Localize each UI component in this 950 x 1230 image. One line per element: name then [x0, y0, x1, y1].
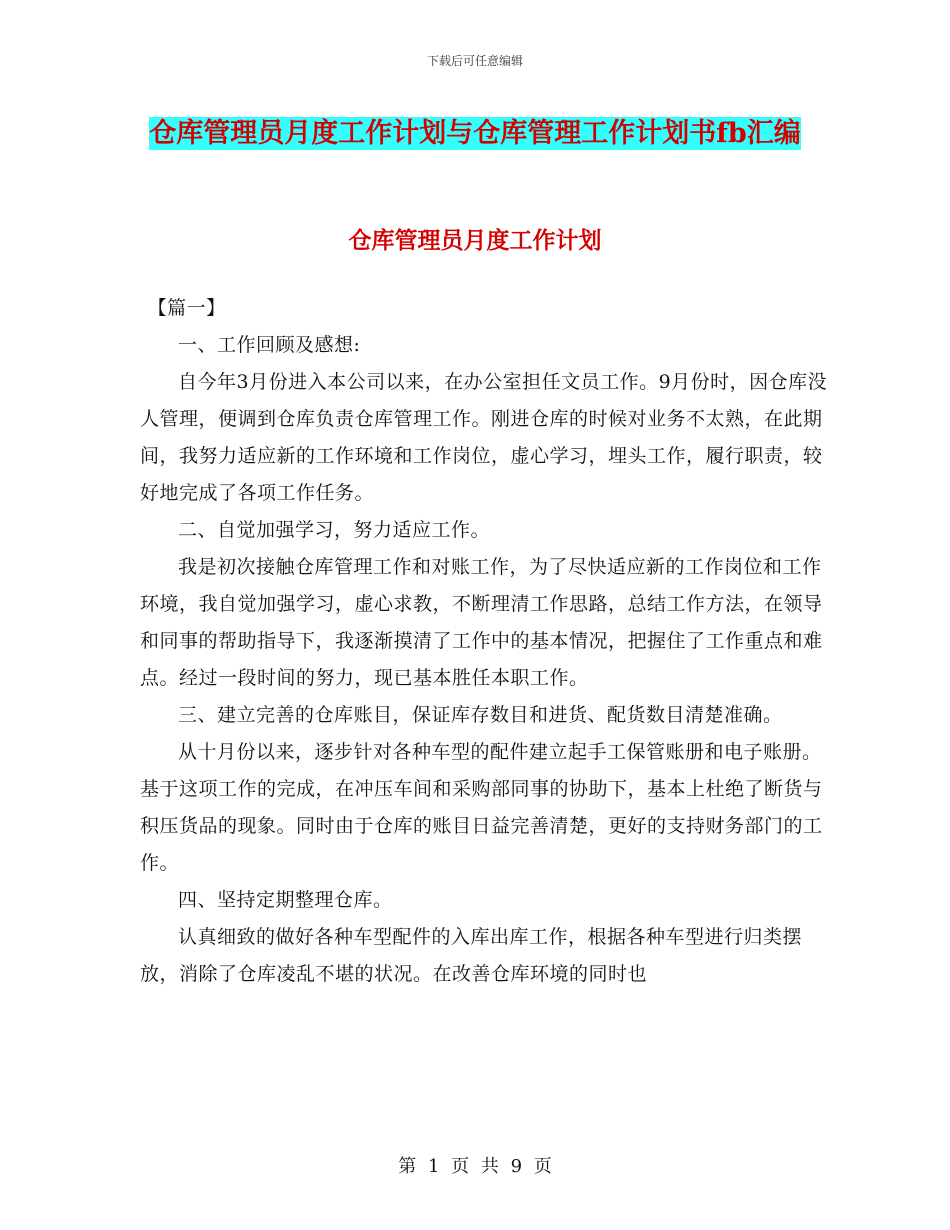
paragraph: 认真细致的做好各种车型配件的入库出库工作，根据各种车型进行归类摆放，消除了仓库凌乱不堪的状况。在改善仓库环境的同时也	[140, 926, 803, 985]
heading-warehouse-tidy: 四、坚持定期整理仓库。	[178, 889, 393, 911]
paragraph: 我是初次接触仓库管理工作和对账工作，为了尽快适应新的工作岗位和工作环境，我自觉加强学习，虚心求教，不断理清工作思路，总结工作方法，在领导和同事的帮助指导下，我逐渐摸清了工作中的基本情况，把握住了工作重点和难点。经过一段时间的努力，现已基本胜任本职工作。	[140, 556, 823, 689]
heading-accounts: 三、建立完善的仓库账目，保证库存数目和进货、配货数目清楚准确。	[178, 704, 783, 726]
document-title-text: 仓库管理员月度工作计划与仓库管理工作计划书fb汇编	[149, 118, 801, 149]
page-footer: 第 1 页 共 9 页	[398, 1156, 552, 1177]
document-title	[140, 110, 810, 158]
header-note: 下载后可任意编辑	[426, 54, 523, 68]
paragraph: 自今年3月份进入本公司以来，在办公室担任文员工作。9月份时，因仓库没人管理，便调到仓库负责仓库管理工作。刚进仓库的时候对业务不太熟，在此期间，我努力适应新的工作环境和工作岗位，虚心学习，埋头工作，履行职责，较好地完成了各项工作任务。	[140, 371, 828, 504]
document-body	[140, 290, 830, 993]
heading-work-review: 一、工作回顾及感想:	[178, 334, 361, 356]
paragraph: 从十月份以来，逐步针对各种车型的配件建立起手工保管账册和电子账册。基于这项工作的完成，在冲压车间和采购部同事的协助下，基本上杜绝了断货与积压货品的现象。同时由于仓库的账目日益完善清楚，更好的支持财务部门的工作。	[140, 741, 823, 874]
part-label: 【篇一】	[147, 297, 226, 319]
section-title: 仓库管理员月度工作计划	[348, 227, 602, 254]
heading-learning: 二、自觉加强学习，努力适应工作。	[178, 519, 491, 541]
